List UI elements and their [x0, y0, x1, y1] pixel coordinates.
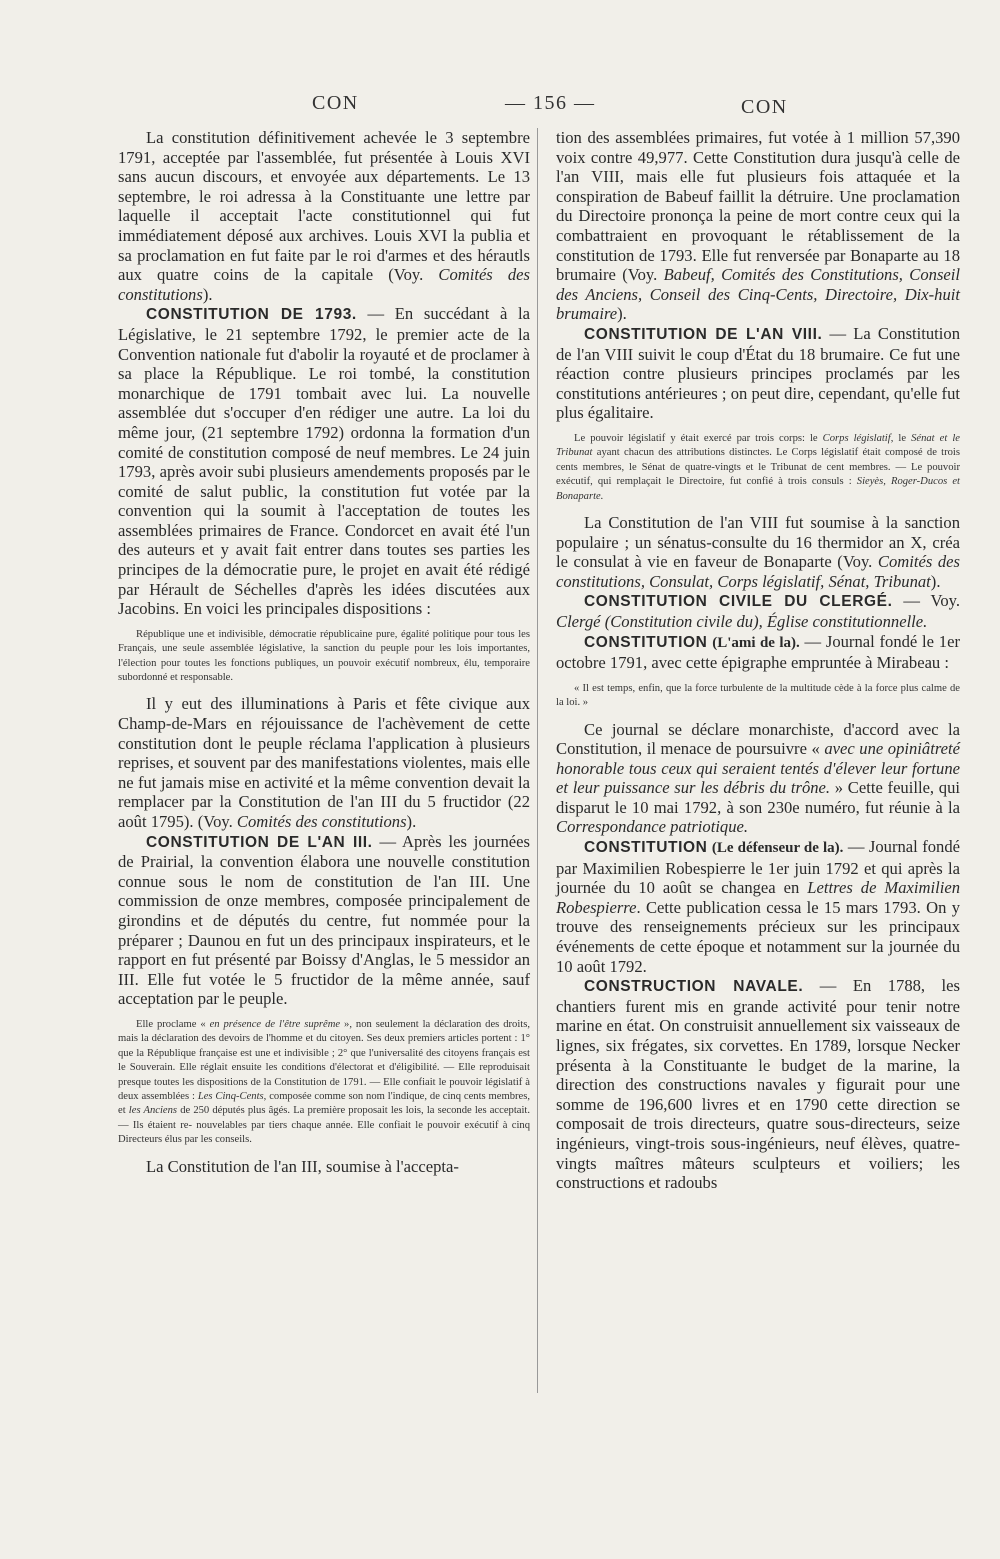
entry-ami-de-la-constitution: CONSTITUTION (L'ami de la). — Journal fondé le 1er octobre 1791, avec cette épigraphe empruntée à Mirabeau :: [556, 631, 960, 673]
entry-constitution-1793: CONSTITUTION DE 1793. — En succédant à la Législative, le 21 septembre 1792, le premier acte de la Convention nationale fut d'abolir la royauté et de proclamer à sa place la République. Le roi tombé, la constitution monarchique de 1791 tombait avec lui. La nouvelle assemblée dut s'occuper d'en rédiger une autre. La loi du même jour, (21 septembre 1792) ordonna la formation d'un comité de constitution composé de neuf membres. Le 24 juin 1793, après avoir subi plusieurs amendements proposés par le comité de salut public, la constitution fut votée par la convention qui la soumit à l'acceptation de toutes les assemblées primaires de France. Condorcet en avait été l'un des auteurs et y avait fait entrer dans toutes ses parties les principes de la démocratie pure, le projet en avait été rédigé par Hérault de Séchelles d'après les idées discutées aux Jacobins. En voici les principales dispositions :: [118, 304, 530, 619]
entry-construction-navale: CONSTRUCTION NAVALE. — En 1788, les chantiers furent mis en grande activité pour tenir notre marine en état. On construisit annuellement six vaisseaux de lignes, six frégates, six corvettes. En 1789, lorsque Necker présenta à la Constituante le budget de la marine, la direction des constructions navales y figurait pour une somme de 196,600 livres et en 1790 cette direction se composait de trois directeurs, quatre sous-directeurs, seize ingénieurs, vingt-trois sous-ingénieurs, neuf élèves, quatre-vingts maîtres mâteurs sculpteurs et voiliers; les constructions et radoubs: [556, 976, 960, 1193]
entry-constitution-civile: CONSTITUTION CIVILE DU CLERGÉ. — Voy. Clergé (Constitution civile du), Église constitutionnelle.: [556, 591, 961, 631]
entry-heading: CONSTITUTION DE 1793.: [146, 306, 357, 324]
page-number: — 156 —: [505, 92, 596, 114]
running-head-right: CON: [741, 96, 788, 118]
page-header: [0, 88, 1000, 128]
footnote: Le pouvoir législatif y était exercé par trois corps: le Corps législatif, le Sénat et le Tribunat ayant chacun des attributions distinctes. Le Corps législatif était composé de trois cents membres, le Sénat de quatre-vingts et le Tribunat de cent membres. — Le pouvoir exécutif, qui remplaçait le Directoire, fut confié à trois consuls : Sieyès, Roger-Ducos et Bonaparte.: [556, 432, 961, 502]
running-head-left: CON: [312, 92, 359, 114]
paragraph: Ce journal se déclare monarchiste, d'accord avec la Constitution, il menace de poursuivre « avec une opiniâtreté honorable tous ceux qui seraient tentés d'élever leur fortune et leur puissance sur les débris du trône. » Cette feuille, qui disparut le 10 mai 1792, à son 230e numéro, fut réunie à la Correspondance patriotique.: [556, 719, 960, 837]
entry-constitution-an-viii: CONSTITUTION DE L'AN VIII. — La Constitution de l'an VIII suivit le coup d'État du 18 brumaire. Ce fut une réaction contre plusieurs principes proclamés par les constitutions antérieures ; on peut dire, cependant, qu'elle fut plus égalitaire.: [556, 323, 960, 423]
right-column: [556, 128, 960, 1193]
paragraph: La constitution définitivement achevée le 3 septembre 1791, acceptée par l'assemblée, fut présentée à Louis XVI sans aucun discours, et envoyée aux départements. Le 13 septembre, le roi adressa à la Constituante une lettre par laquelle il acceptait l'acte constitutionnel qui fut immédiatement déposé aux archives. Louis XVI la publia et sa proclamation en fut faite par le roi d'armes et des hérautls aux quatre coins de la capitale (Voy. Comités des constitutions).: [118, 128, 530, 304]
entry-constitution-an-iii: CONSTITUTION DE L'AN III. — Après les journées de Prairial, la convention élabora une nouvelle constitution connue sous le nom de constitution de l'an III. Une commission de onze membres, composée principalement de girondins et de députés du centre, fut nommée pour la préparer ; Daunou en fut un des principaux inspirateurs, et le rapport en fut présenté par Boissy d'Anglas, le 5 messidor an III. Elle fut votée le 5 fructidor de la même année, sauf acceptation par le peuple.: [118, 831, 530, 1009]
entry-heading: CONSTITUTION CIVILE DU CLERGÉ.: [584, 593, 893, 611]
paragraph: tion des assemblées primaires, fut votée à 1 million 57,390 voix contre 49,977. Cette Constitution dura jusqu'à celle de l'an VIII, mais elle fut plusieurs fois attaquée et la conspiration de Babeuf faillit la détruire. Une proclamation du Directoire prononça la peine de mort contre ceux qui la combattraient en provoquant le rétablissement de la constitution de 1793. Elle fut renversée par Bonaparte au 18 brumaire (Voy. Babeuf, Comités des Constitutions, Conseil des Anciens, Conseil des Cinq-Cents, Directoire, Dix-huit brumaire).: [556, 128, 960, 324]
entry-heading: CONSTRUCTION NAVALE.: [584, 978, 804, 996]
column-divider: [537, 128, 538, 1393]
paragraph: Il y eut des illuminations à Paris et fête civique aux Champ-de-Mars en réjouissance de l'achèvement de cette constitution dont le peuple réclama l'application à plusieurs reprises, et souvent par des manifestations violentes, mais elle ne fut jamais mise en activité et la même convention devait la remplacer par la Constitution de l'an III du 5 fructidor (22 août 1795). (Voy. Comités des constitutions).: [118, 694, 530, 832]
footnote: Elle proclame « en présence de l'être suprême », non seulement la déclaration des droits, mais la déclaration des devoirs de l'homme et du citoyen. Ses deux premiers articles portent : 1° que la République française est une et indivisible ; 2° que l'universalité des citoyens français est le Souverain. Elle réglait ensuite les conditions d'électorat et d'éligibilité. — Elle reproduisait presque toutes les dispositions de la Constitution de 1791. — Elle confiait le pouvoir législatif à deux assemblées : Les Cinq-Cents, composée comme son nom l'indique, de cinq cents membres, et les Anciens de 250 députés plus âgés. La première proposait les lois, la seconde les acceptait. — Ils étaient re- nouvelables par tiers chaque année. Elle confiait le pouvoir exécutif à cinq Directeurs élus par les conseils.: [118, 1018, 531, 1146]
entry-heading: CONSTITUTION DE L'AN III.: [146, 833, 373, 851]
entry-heading: CONSTITUTION DE L'AN VIII.: [584, 325, 823, 343]
entry-heading: CONSTITUTION: [584, 839, 708, 857]
epigraph: « Il est temps, enfin, que la force turbulente de la multitude cède à la force plus calme de la loi. »: [556, 682, 960, 709]
footnote: République une et indivisible, démocratie républicaine pure, égalité politique pour tous les Français, une seule assemblée législative, la sanction du peuple pour les lois importantes, l'élection pour toutes les fonctions publiques, un pouvoir exécutif nombreux, élu, temporaire subordonné et responsable.: [118, 628, 530, 684]
entry-heading: CONSTITUTION: [584, 633, 708, 651]
paragraph: La Constitution de l'an VIII fut soumise à la sanction populaire ; un sénatus-consulte du 16 thermidor an X, créa le consulat à vie en faveur de Bonaparte (Voy. Comités des constitutions, Consulat, Corps législatif, Sénat, Tribunat).: [556, 512, 960, 591]
left-column: [118, 128, 530, 1176]
entry-defenseur-de-la-constitution: CONSTITUTION (Le défenseur de la). — Journal fondé par Maximilien Robespierre le 1er juin 1792 et qui après la journée du 10 août se changea en Lettres de Maximilien Robespierre. Cette publication cessa le 15 mars 1793. On y trouve des renseignements précieux sur les principaux événements de cette époque et notamment sur la journée du 10 août 1792.: [556, 837, 960, 976]
paragraph: La Constitution de l'an III, soumise à l'accepta-: [146, 1156, 459, 1176]
